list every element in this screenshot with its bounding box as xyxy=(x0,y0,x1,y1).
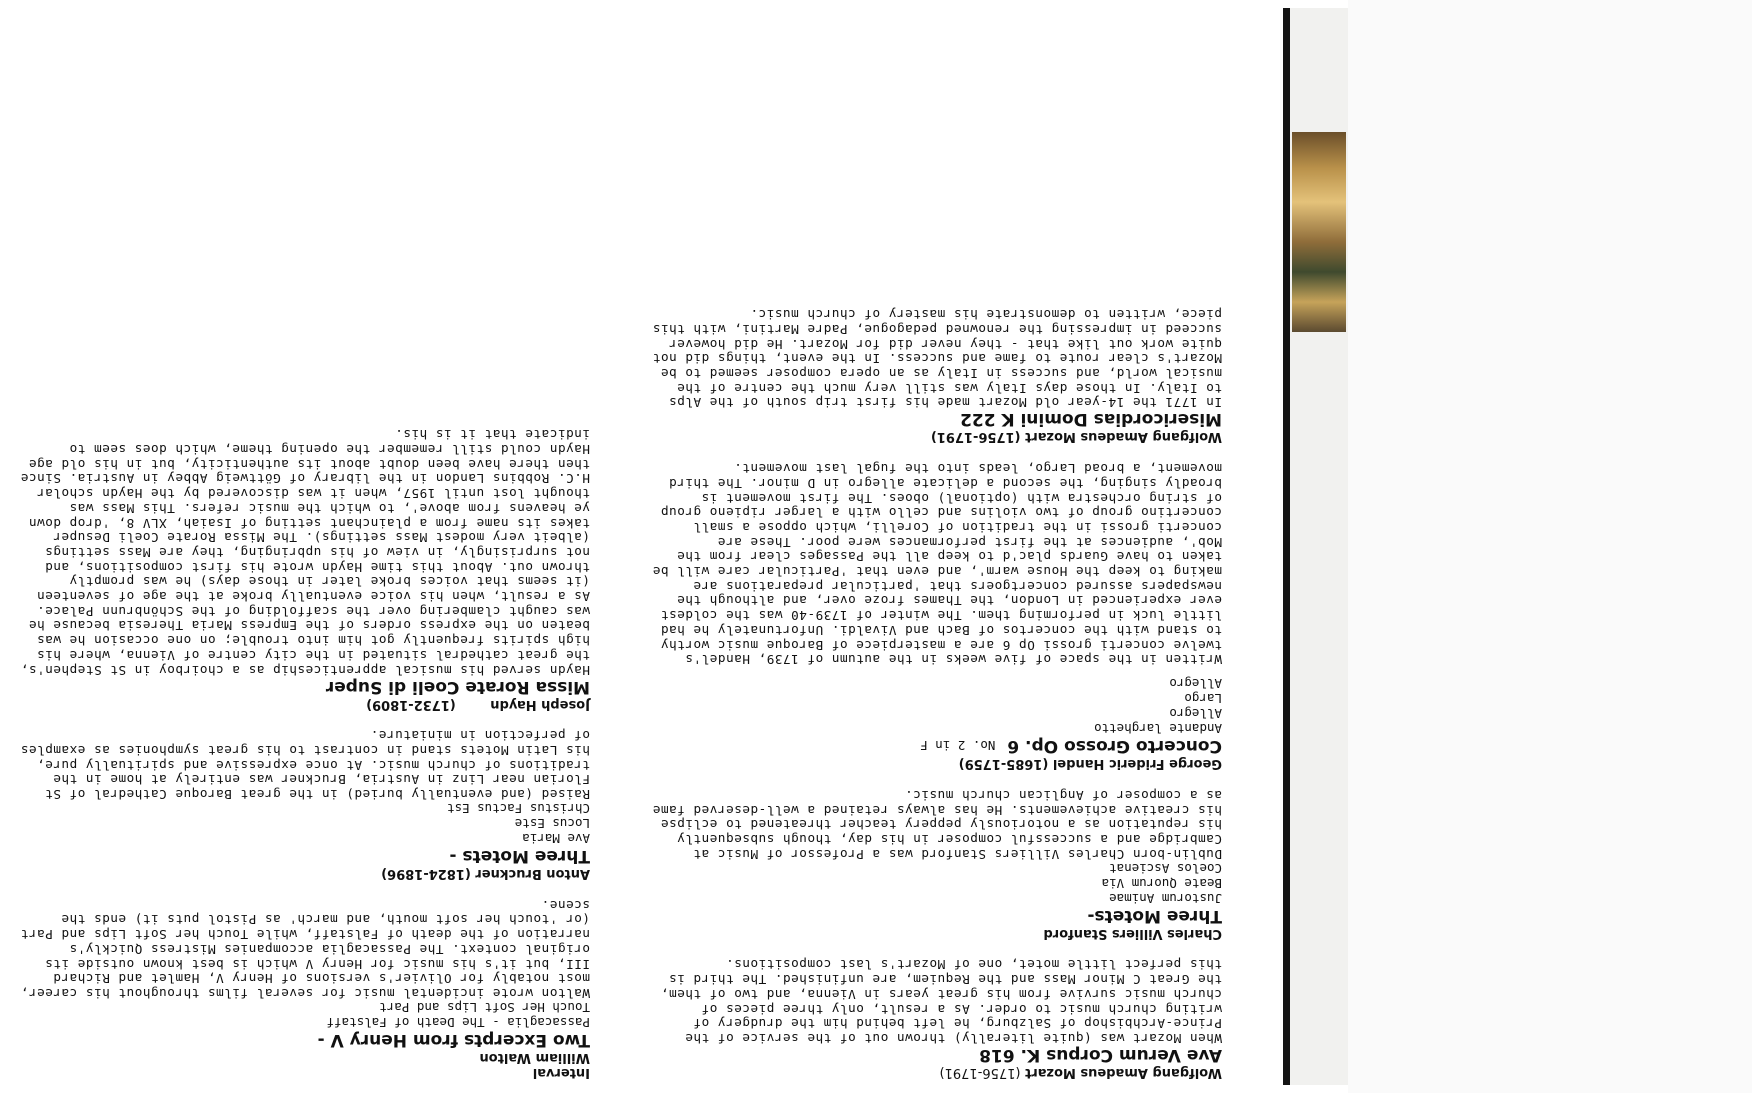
work-title-line xyxy=(652,736,1222,756)
programme-column-1 xyxy=(20,20,590,1080)
bruckner-section xyxy=(20,728,590,882)
composer-name: Wolfgang Amadeus Mozart xyxy=(1025,1065,1222,1080)
stanford-section xyxy=(652,787,1222,941)
walton-section xyxy=(20,897,590,1065)
binding-spine xyxy=(1283,8,1290,1085)
handel-section xyxy=(652,460,1222,771)
composer-dates: (1824-1896) xyxy=(381,866,471,882)
work-subtitle: No. 2 in F xyxy=(920,738,996,754)
cover-photo-strip xyxy=(1292,132,1346,332)
composer-name: Anton Bruckner xyxy=(475,866,590,882)
composer-name: Charles Villiers Stanford xyxy=(1043,925,1222,941)
movement-item: Justorum Animae xyxy=(1109,890,1222,906)
movement-item: Allegro xyxy=(1169,676,1222,692)
composer-dates: (1756-1791) xyxy=(939,1065,1021,1080)
movement-item: Allegro xyxy=(1169,706,1222,722)
movement-list xyxy=(652,861,1222,906)
movement-item: Largo xyxy=(1184,691,1222,707)
movement-item: Ave Maria xyxy=(522,831,590,847)
work-title: Misericordias Domini K 222 xyxy=(959,409,1222,430)
mozart-ave-verum-section xyxy=(652,957,1222,1080)
composer-dates: (1756-1791) xyxy=(930,429,1021,445)
programme-note: Haydn served his musical apprenticeship as a choirboy in St Stephen's, the great cathedral situated in the city centre of Vienna, where his high spirits frequently got him into trouble; on one occasion he was beaten on the express orders of the Empress Maria Theresia because he was caught clambering over the scaffolding of the Schönbrunn Palace. As a result, when his voice eventually broke at the age of seventeen (it seems that voices broke later in those days) he was promptly thrown out. About this time Haydn wrote his first compositions, and not surprisingly, in view of his upbringing, they are Mass settings (albeit very modest Mass settings). The Missa Rorate Coeli Desuper takes its name from a plainchant setting of Isaiah, XLV 8, 'drop down ye heavens from above', to which the music refers. This Mass was thought lost until 1957, when it was discovered by the Haydn scholar H.C. Robbins Landon in the library of Göttweig Abbey in Austria. Since then there have been doubt about its authenticity, but in his old age Haydn could still remember the opening theme, which does seem to indicate that it is his. xyxy=(20,427,590,678)
haydn-section xyxy=(20,427,590,712)
movement-list xyxy=(20,1000,590,1030)
mozart-misericordias-section xyxy=(652,307,1222,445)
movement-list xyxy=(652,676,1222,736)
composer-dates: (1732-1809) xyxy=(366,696,456,712)
composer-line xyxy=(652,1065,1222,1080)
movement-item: Beate Quorum Via xyxy=(1101,875,1222,891)
composer-dates: (1685-1759) xyxy=(958,756,1049,772)
work-title: Concerto Grosso Op. 6 xyxy=(1007,736,1222,757)
work-title: Three Motets - xyxy=(449,846,590,867)
composer-name: Joseph Haydn xyxy=(490,696,590,712)
programme-note: Dublin-born Charles Villiers Stanford was a Professor of Music at Cambridge and a successful composer in his day, though subsequently his reputation as a notoriously peppery teacher threatened to eclipse his creative achievements. He has always retained a well-deserved fame as a composer of Anglican church music. xyxy=(652,787,1222,862)
composer-line xyxy=(20,697,590,712)
interval-heading: Interval xyxy=(532,1065,590,1080)
composer-line xyxy=(652,429,1222,444)
composer-line xyxy=(652,756,1222,771)
programme-note: Written in the space of five weeks in the autumn of 1739, Handel's twelve concerti grossi Op 6 are a masterpiece of Baroque music worthy to stand with the concertos of Bach and Vivaldi. Unfortunately he had little luck in performing them. The winter of 1739-40 was the coldest ever experienced in London, the Thames froze over, and although the newspapers assured concertgoers that 'particular preparations are making to keep the House warm', and even that 'Particular care will be taken to have Guards plac'd to keep all the Passages clear from the Mob', audiences at the first performances were poor. These are concerti grossi in the tradition of Corelli, which oppose a small concertino group of two violins and cello with a larger ripieno group of string orchestra with (optional) oboes. The first movement is broadly singing, the second a delicate allegro in D minor. The third movement, a broad Largo, leads into the fugal last movement. xyxy=(652,461,1222,668)
composer-line xyxy=(20,866,590,881)
scan-background xyxy=(1348,0,1752,1093)
composer-name: George Frideric Handel xyxy=(1052,756,1222,772)
movement-item: Coelos Ascienat xyxy=(1109,860,1222,876)
movement-item: Andante larghetto xyxy=(1094,721,1222,737)
composer-name: William Walton xyxy=(479,1050,590,1065)
composer-name: Wolfgang Amadeus Mozart xyxy=(1025,429,1222,445)
programme-note: Walton wrote incidental music for several films throughout his career, most notably for Olivier's versions of Henry V, Hamlet and Richard III, but it's his music for Henry V which is best known outside its original context. The Passacaglia accompanies Mistress Quickly's narration of the death of Falstaff, while Touch her Soft Lips and Part (or 'touch her soft mouth, and march' as Pistol puts it) ends the scene. xyxy=(20,897,590,1001)
movement-item: Passacaglia - The Death of Falstaff xyxy=(326,1015,590,1030)
programme-note: When Mozart was (quite literally) thrown out of the service of the Prince-Archbishop of Salzburg, he left behind him the drudgery of writing church music to order. As a result, only three pieces of church music survive from his great years in Vienna, and two of them, the Great C Minor Mass and the Requiem, are unfinished. The third is this perfect little motet, one of Mozart's last compositions. xyxy=(660,957,1222,1046)
programme-column-2 xyxy=(652,20,1222,1080)
work-title: Missa Rorate Coeli di Super xyxy=(325,676,590,697)
movement-item: Locus Este xyxy=(514,816,590,832)
work-title: Three Motets- xyxy=(1087,905,1222,926)
work-title: Ave Verum Corpus K. 618 xyxy=(979,1045,1222,1065)
movement-item: Touch Her Soft Lips and Part xyxy=(379,1000,590,1015)
programme-note: Raised (and eventually buried) in the great Baroque Cathedral of St Florian near Linz in Austria, Bruckner was entirely at home in the traditions of church music. At once expressive and spiritually pure, his Latin Motets stand in contrast to his great symphonies as examples of perfection in miniature. xyxy=(20,728,590,803)
movement-item: Christus Factus Est xyxy=(447,801,590,817)
movement-list xyxy=(20,801,590,846)
programme-note: In 1771 the 14-year old Mozart made his first trip south of the Alps to Italy. In those days Italy was still very much the centre of the musical world, and success in Italy as an opera composer seemed to be Mozart's clear route to fame and success. In the event, things did not quite work out like that - they never did for Mozart. He did however succeed in impressing the renowned pedagogue, Padre Martini, with this piece, written to demonstrate his mastery of church music. xyxy=(652,307,1222,411)
work-title: Two Excerpts from Henry V - xyxy=(317,1030,590,1050)
